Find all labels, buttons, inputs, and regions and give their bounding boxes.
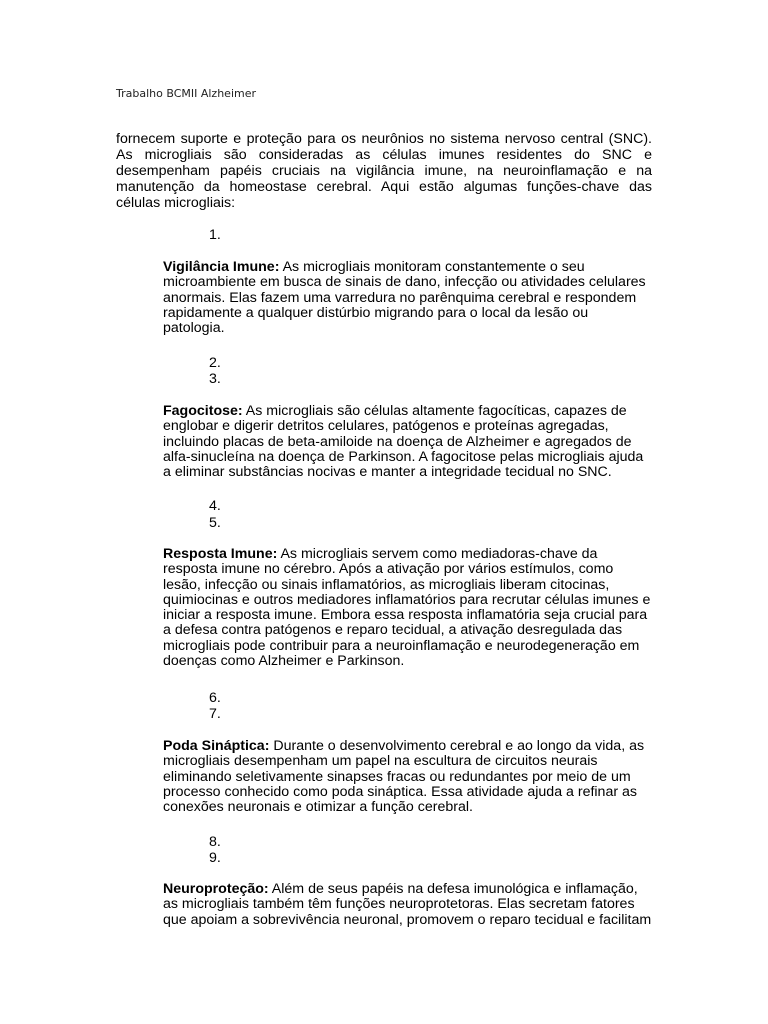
list-item-fagocitose	[163, 404, 653, 480]
item-text: As microgliais servem como mediadoras-chave da resposta imune no cérebro. Após a ativação por vários estímulos, como lesão, infecção ou sinais inflamatórios, as microgliais liberam citocinas, quimiocinas e outros mediadores inflamatórios para recrutar células imunes e iniciar a resposta imune. Embora essa resposta inflamatória seja crucial para a defesa contra patógenos e reparo tecidual, a ativação desregulada das microgliais pode contribuir para a neuroinflamação e neurodegeneração em doenças como Alzheimer e Parkinson.	[163, 546, 651, 670]
item-text: As microgliais monitoram constantemente o seu microambiente em busca de sinais de dano, infecção ou atividades celulares anormais. Elas fazem uma varredura no parênquima cerebral e respondem rapidamente a qualquer distúrbio migrando para o local da lesão ou patologia.	[163, 259, 646, 337]
item-title: Neuroproteção:	[163, 881, 269, 897]
list-item-poda-sinaptica	[163, 739, 653, 815]
item-text: Além de seus papéis na defesa imunológica e inflamação, as microgliais também têm funções neuroprotetoras. Elas secretam fatores que apoiam a sobrevivência neuronal, promovem o reparo tecidual e facilitam	[163, 881, 652, 928]
list-number: 2.	[209, 355, 221, 371]
item-title: Vigilância Imune:	[163, 259, 280, 275]
list-number: 1.	[209, 227, 221, 243]
page-header: Trabalho BCMII Alzheimer	[116, 87, 257, 100]
intro-paragraph: fornecem suporte e proteção para os neurônios no sistema nervoso central (SNC). As microgliais são consideradas as células imunes residentes do SNC e desempenham papéis cruciais na vigilância imune, na neuroinflamação e na manutenção da homeostase cerebral. Aqui estão algumas funções-chave das células microgliais:	[116, 131, 652, 211]
list-number: 8.	[209, 834, 221, 850]
list-number: 4.	[209, 498, 221, 514]
list-item-vigilancia	[163, 260, 653, 336]
item-title: Poda Sináptica:	[163, 738, 270, 754]
item-title: Resposta Imune:	[163, 546, 278, 562]
list-number: 7.	[209, 706, 221, 722]
item-title: Fagocitose:	[163, 403, 243, 419]
list-number: 9.	[209, 850, 221, 866]
list-number: 5.	[209, 515, 221, 531]
list-item-resposta-imune	[163, 547, 653, 669]
list-number: 3.	[209, 371, 221, 387]
item-text: As microgliais são células altamente fagocíticas, capazes de englobar e digerir detritos celulares, patógenos e proteínas agregadas, incluindo placas de beta-amiloide na doença de Alzheimer e agregados de alfa-sinucleína na doença de Parkinson. A fagocitose pelas microgliais ajuda a eliminar substâncias nocivas e manter a integridade tecidual no SNC.	[163, 403, 644, 481]
list-item-neuroprotecao	[163, 882, 653, 928]
item-text: Durante o desenvolvimento cerebral e ao longo da vida, as microgliais desempenham um papel na escultura de circuitos neurais eliminando seletivamente sinapses fracas ou redundantes por meio de um processo conhecido como poda sináptica. Essa atividade ajuda a refinar as conexões neuronais e otimizar a função cerebral.	[163, 738, 645, 816]
list-number: 6.	[209, 690, 221, 706]
